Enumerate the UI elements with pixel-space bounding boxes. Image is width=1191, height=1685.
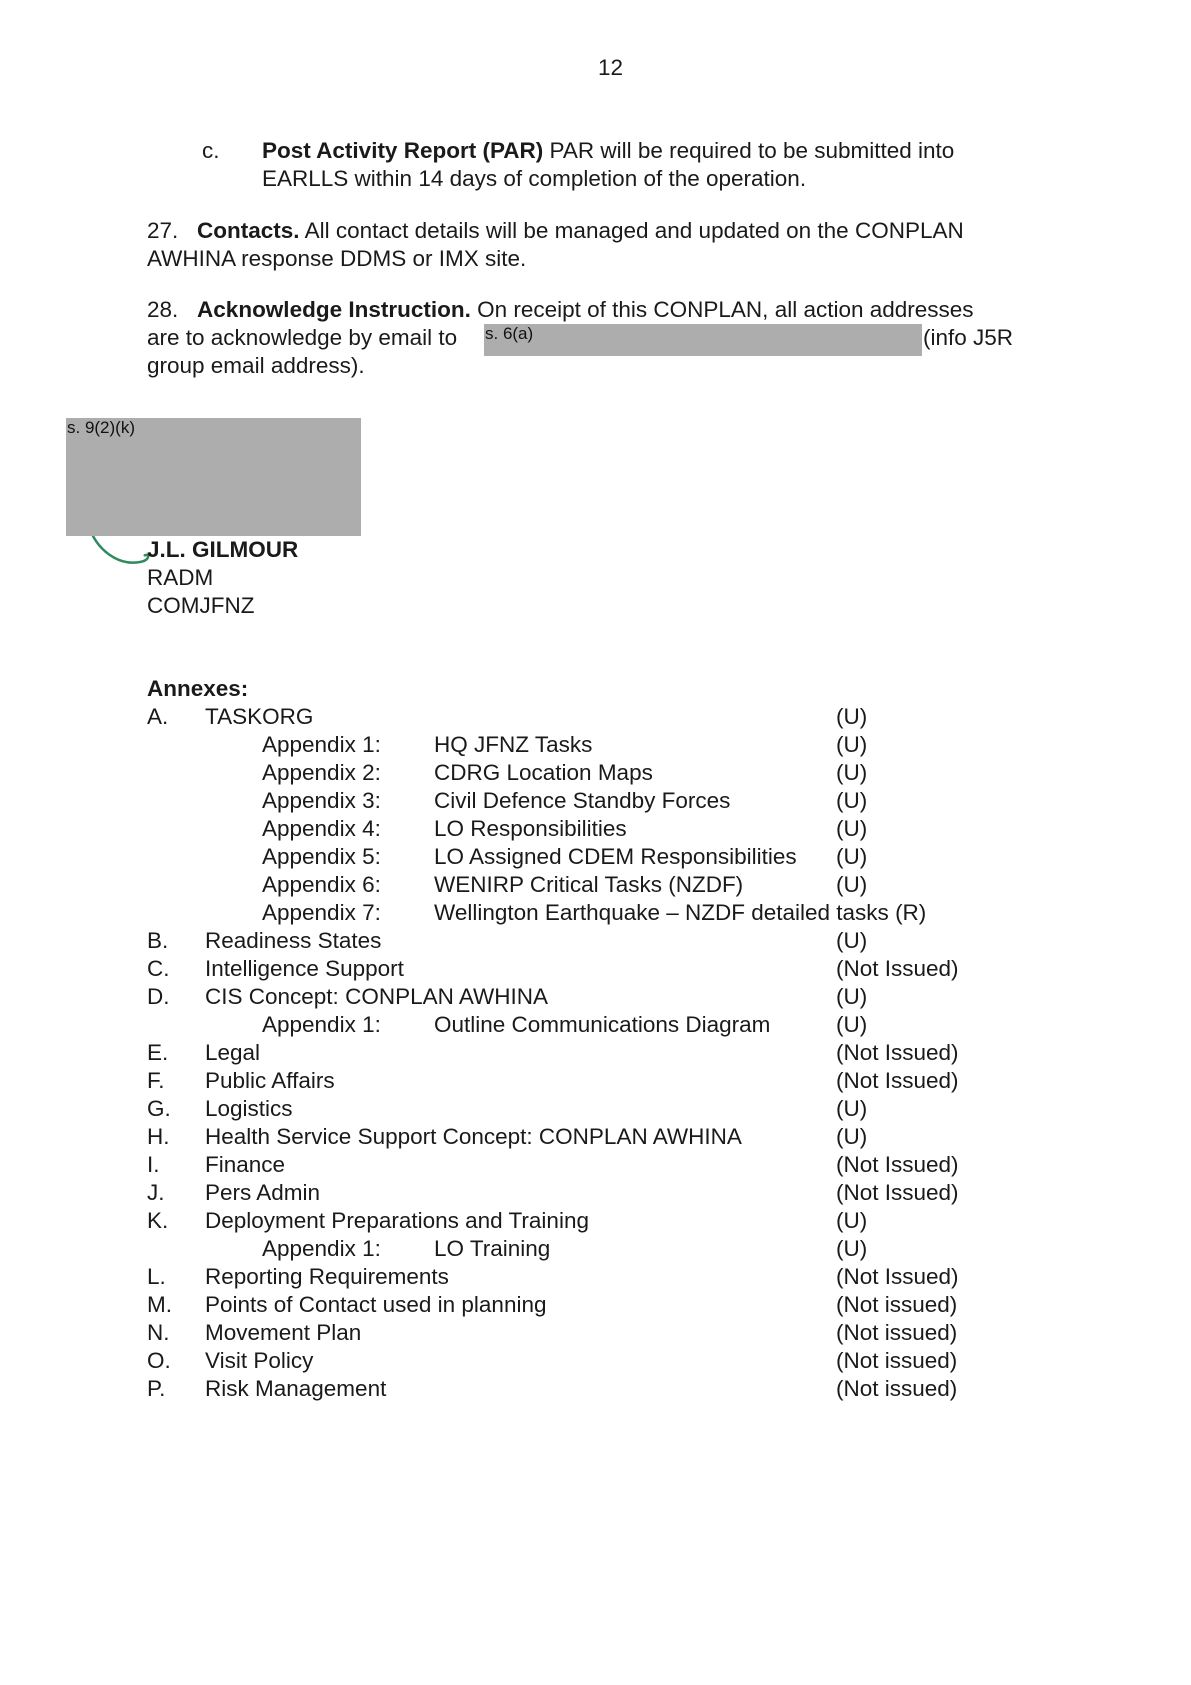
annex-letter: K. — [147, 1208, 169, 1233]
annex-title: Pers Admin — [205, 1180, 321, 1205]
annex-title: Public Affairs — [205, 1068, 335, 1093]
annex-title: Points of Contact used in planning — [205, 1292, 547, 1317]
para-c-marker: c. — [202, 138, 220, 163]
annex-letter: F. — [147, 1068, 165, 1093]
appendix-label: Appendix 1: — [262, 1236, 381, 1261]
annex-status: (U) — [836, 984, 868, 1009]
annex-status: (U) — [836, 732, 868, 757]
annex-status: (Not Issued) — [836, 1180, 959, 1205]
email-redaction — [484, 324, 922, 356]
annex-status: (Not Issued) — [836, 956, 959, 981]
annex-letter: P. — [147, 1376, 166, 1401]
para-28-line3: group email address). — [147, 353, 365, 378]
annex-status: (Not Issued) — [836, 1264, 959, 1289]
para-28-line2-end: (info J5R — [923, 325, 1014, 350]
annex-status: (Not Issued) — [836, 1068, 959, 1093]
annex-letter: N. — [147, 1320, 170, 1345]
para-27-line2: AWHINA response DDMS or IMX site. — [147, 246, 527, 271]
annex-title: Visit Policy — [205, 1348, 314, 1373]
appendix-title: Civil Defence Standby Forces — [434, 788, 731, 813]
annex-letter: H. — [147, 1124, 170, 1149]
para-c-line2: EARLLS within 14 days of completion of the operation. — [262, 166, 807, 191]
annex-letter: M. — [147, 1292, 172, 1317]
annex-status: (U) — [836, 928, 868, 953]
annex-status: (Not issued) — [836, 1320, 958, 1345]
para-27-text: All contact details will be managed and updated on the CONPLAN — [299, 218, 964, 243]
para-c-line1 — [262, 137, 954, 165]
annex-title: TASKORG — [205, 704, 314, 729]
appendix-title: WENIRP Critical Tasks (NZDF) — [434, 872, 744, 897]
signatory-rank: RADM — [147, 565, 214, 590]
annex-title: Logistics — [205, 1096, 293, 1121]
para-27-number: 27. — [147, 218, 179, 243]
appendix-title: LO Responsibilities — [434, 816, 627, 841]
annex-letter: D. — [147, 984, 170, 1009]
annex-title: Deployment Preparations and Training — [205, 1208, 589, 1233]
para-28-text: On receipt of this CONPLAN, all action addresses — [470, 297, 974, 322]
annex-title: Intelligence Support — [205, 956, 404, 981]
para-c-text: PAR will be required to be submitted into — [543, 138, 955, 163]
annex-letter: L. — [147, 1264, 166, 1289]
signatory-name: J.L. GILMOUR — [147, 537, 299, 562]
annex-title: Reporting Requirements — [205, 1264, 449, 1289]
annex-status: (U) — [836, 1236, 868, 1261]
appendix-title: Wellington Earthquake – NZDF detailed tasks (R) — [434, 900, 927, 925]
annex-title: CIS Concept: CONPLAN AWHINA — [205, 984, 549, 1009]
annex-letter: C. — [147, 956, 170, 981]
annex-letter: G. — [147, 1096, 171, 1121]
annex-title: Readiness States — [205, 928, 382, 953]
annex-status: (U) — [836, 704, 868, 729]
annex-letter: B. — [147, 928, 169, 953]
para-27-heading: Contacts. — [197, 218, 300, 243]
para-27-line1 — [147, 217, 964, 245]
para-28-line2-start: are to acknowledge by email to — [147, 325, 458, 350]
annex-letter: A. — [147, 704, 169, 729]
annex-title: Risk Management — [205, 1376, 387, 1401]
annex-letter: I. — [147, 1152, 160, 1177]
annex-title: Health Service Support Concept: CONPLAN AWHINA — [205, 1124, 742, 1149]
appendix-label: Appendix 1: — [262, 732, 381, 757]
appendix-label: Appendix 2: — [262, 760, 381, 785]
email-redaction-label: s. 6(a) — [485, 324, 534, 343]
annex-status: (Not issued) — [836, 1348, 958, 1373]
appendix-label: Appendix 7: — [262, 900, 381, 925]
appendix-label: Appendix 3: — [262, 788, 381, 813]
appendix-title: CDRG Location Maps — [434, 760, 653, 785]
annex-letter: J. — [147, 1180, 165, 1205]
appendix-label: Appendix 6: — [262, 872, 381, 897]
para-28-number: 28. — [147, 297, 179, 322]
para-28-line1 — [147, 296, 974, 324]
appendix-title: LO Assigned CDEM Responsibilities — [434, 844, 797, 869]
annex-title: Finance — [205, 1152, 286, 1177]
page-number: 12 — [598, 55, 624, 80]
appendix-label: Appendix 1: — [262, 1012, 381, 1037]
appendix-title: HQ JFNZ Tasks — [434, 732, 593, 757]
appendix-title: LO Training — [434, 1236, 551, 1261]
annex-status: (U) — [836, 872, 868, 897]
annex-letter: O. — [147, 1348, 171, 1373]
annex-status: (Not Issued) — [836, 1040, 959, 1065]
annex-status: (U) — [836, 1208, 868, 1233]
annex-status: (U) — [836, 760, 868, 785]
annex-title: Legal — [205, 1040, 261, 1065]
annex-status: (U) — [836, 1096, 868, 1121]
para-c-heading: Post Activity Report (PAR) — [262, 138, 544, 163]
annex-status: (Not Issued) — [836, 1152, 959, 1177]
annex-status: (Not issued) — [836, 1376, 958, 1401]
appendix-label: Appendix 4: — [262, 816, 381, 841]
annexes-heading: Annexes: — [147, 676, 249, 701]
annex-status: (Not issued) — [836, 1292, 958, 1317]
annex-status: (U) — [836, 1012, 868, 1037]
annex-status: (U) — [836, 788, 868, 813]
annex-title: Movement Plan — [205, 1320, 362, 1345]
annex-status: (U) — [836, 844, 868, 869]
para-28-heading: Acknowledge Instruction. — [197, 297, 471, 322]
appendix-label: Appendix 5: — [262, 844, 381, 869]
appendix-title: Outline Communications Diagram — [434, 1012, 771, 1037]
annex-letter: E. — [147, 1040, 169, 1065]
annex-status: (U) — [836, 1124, 868, 1149]
signatory-appointment: COMJFNZ — [147, 593, 255, 618]
signature-redaction-label: s. 9(2)(k) — [67, 418, 135, 437]
annex-status: (U) — [836, 816, 868, 841]
